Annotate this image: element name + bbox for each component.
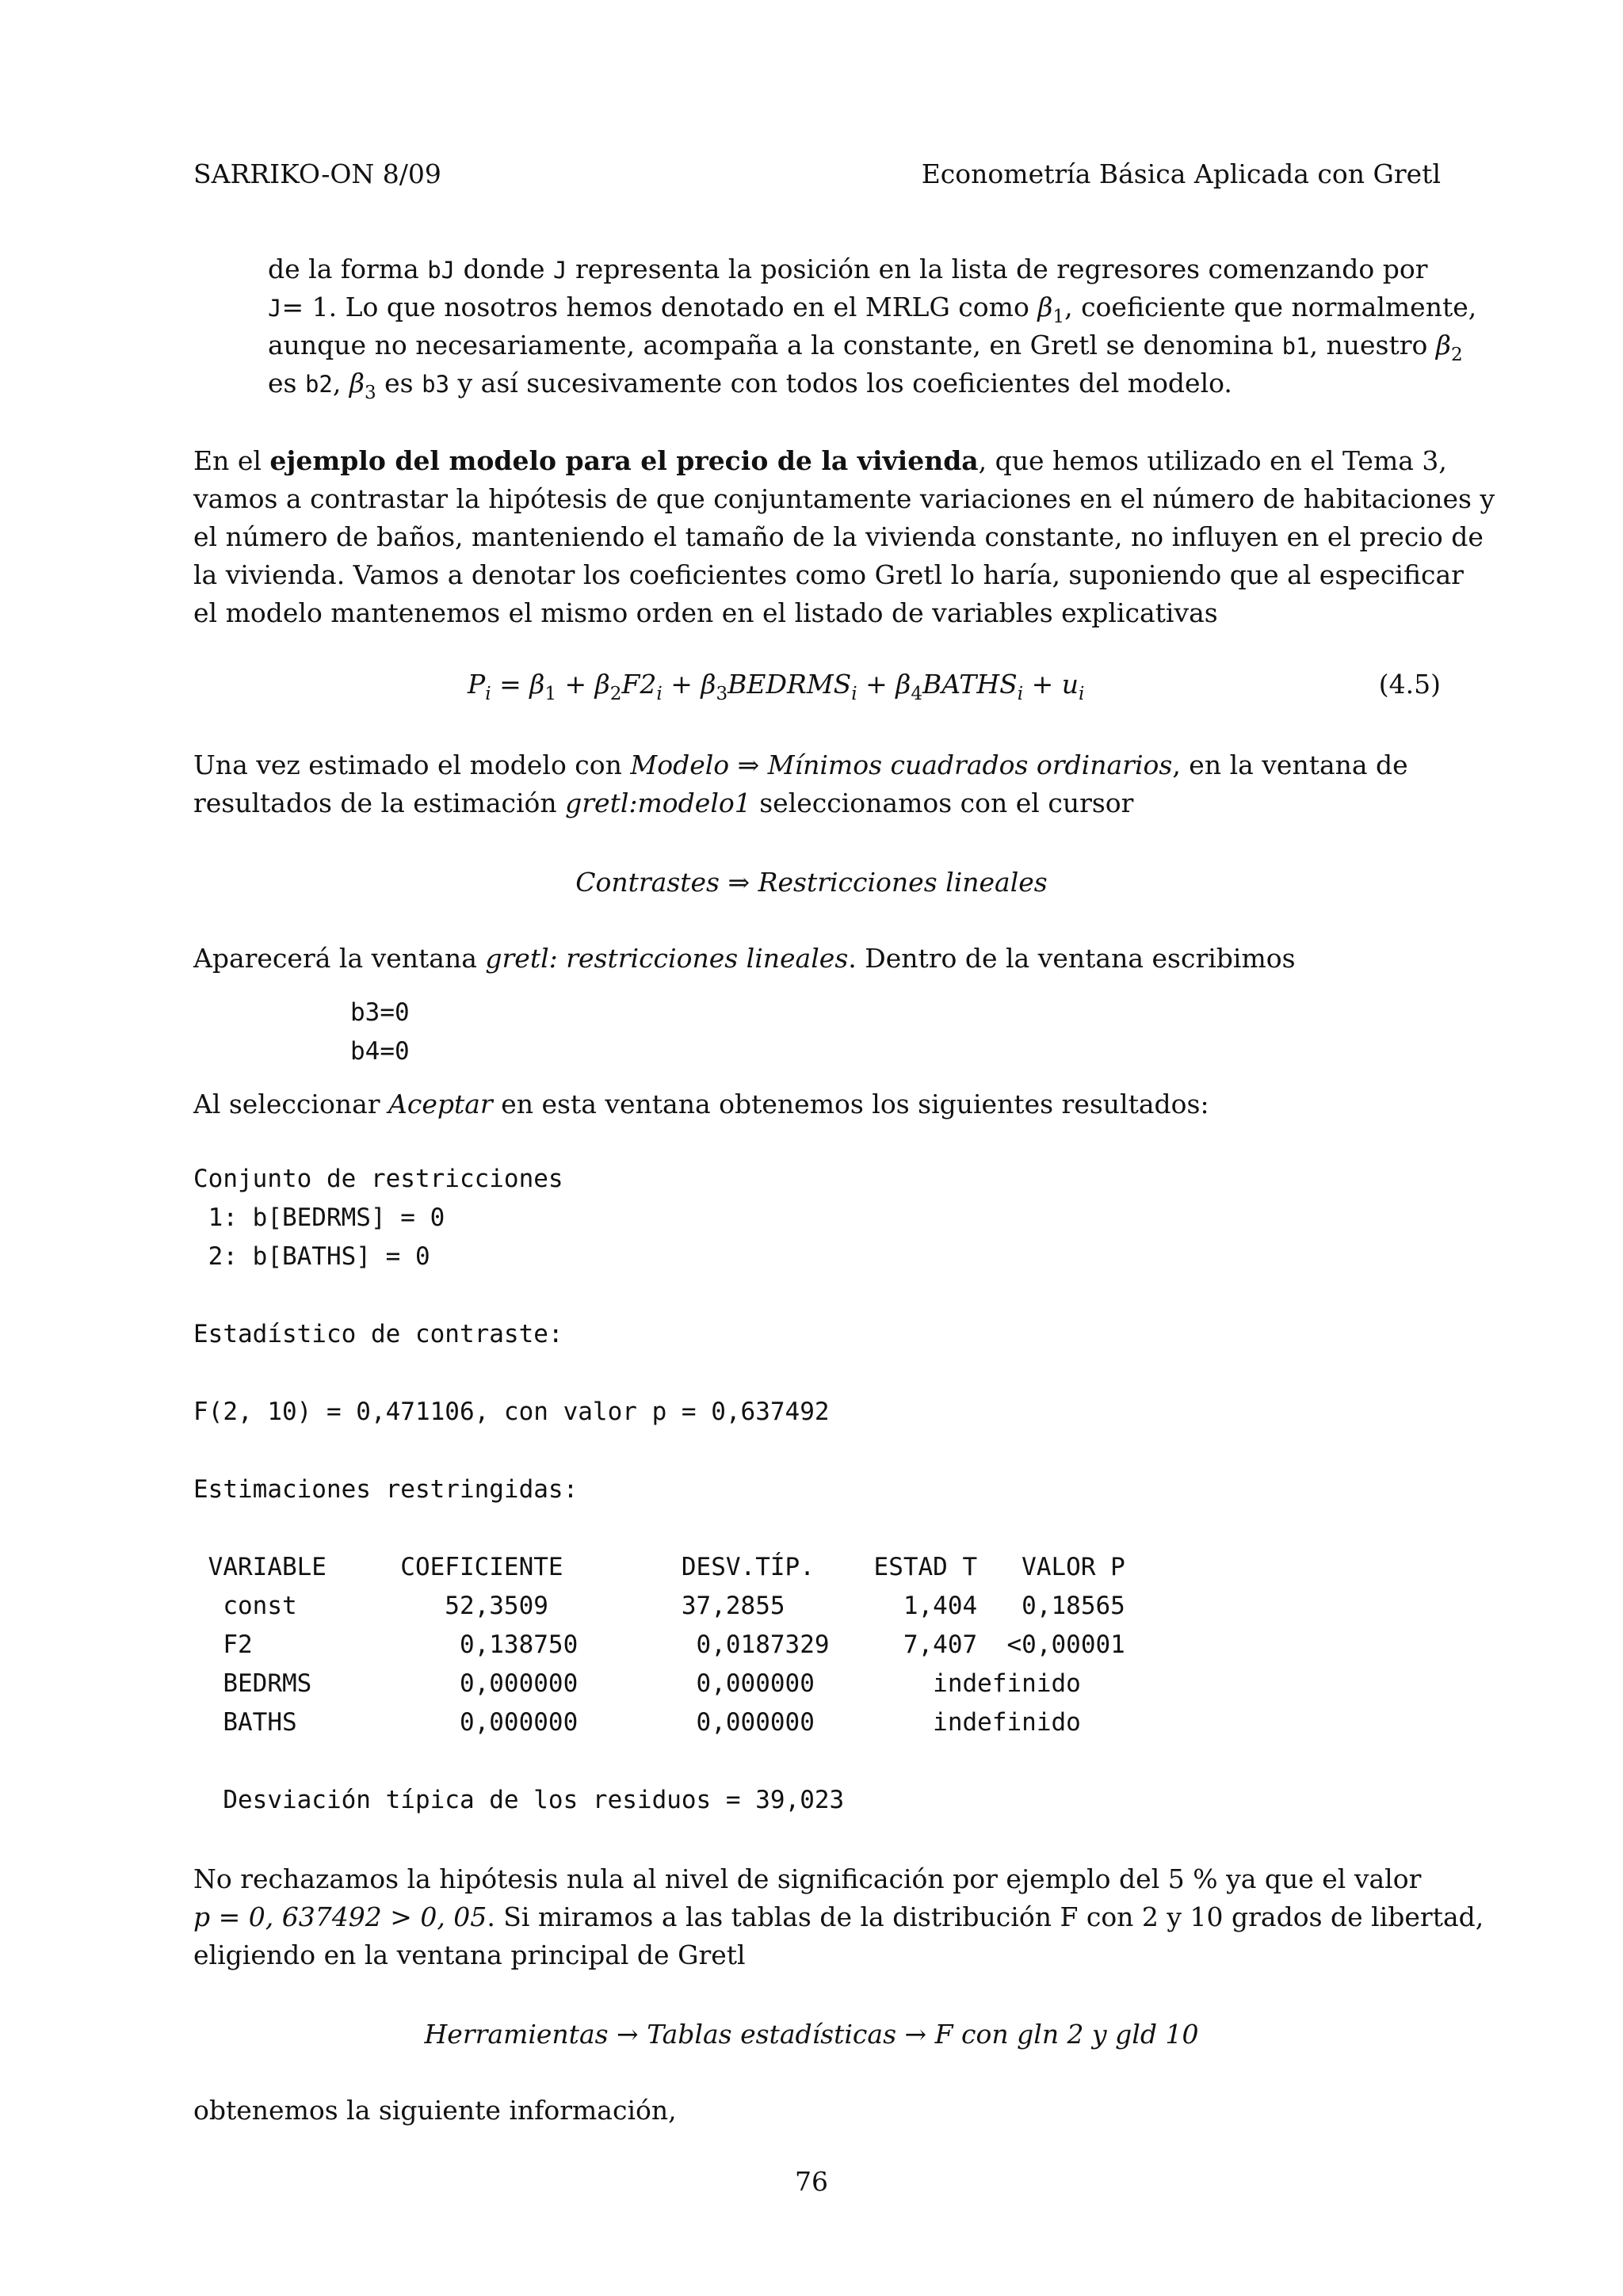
blank-line bbox=[193, 1354, 1125, 1393]
menu-path-tools: Herramientas → Tablas estadísticas → F con gln 2 y gld 10 bbox=[424, 2019, 1199, 2050]
output-f-statistic: F(2, 10) = 0,471106, con valor p = 0,637492 bbox=[193, 1398, 830, 1426]
paragraph-window: Aparecerá la ventana gretl: restricciones lineales. Dentro de la ventana escribimos bbox=[193, 943, 1296, 974]
output-table-row: const 52,3509 37,2855 1,404 0,18565 bbox=[193, 1592, 1125, 1620]
equation-number: (4.5) bbox=[1378, 669, 1441, 700]
output-stat-title: Estadístico de contraste: bbox=[193, 1320, 563, 1348]
blank-line bbox=[193, 1742, 1125, 1781]
blank-line bbox=[193, 1432, 1125, 1470]
menu-path-contrasts: Contrastes ⇒ Restricciones lineales bbox=[575, 867, 1048, 898]
paragraph-accept: Al seleccionar Aceptar en esta ventana obtenemos los siguientes resultados: bbox=[193, 1089, 1209, 1119]
running-header-right: Econometría Básica Aplicada con Gretl bbox=[921, 158, 1441, 189]
restrictions-input bbox=[350, 994, 410, 1071]
output-restriction-2: 2: b[BATHS] = 0 bbox=[193, 1242, 430, 1271]
blank-line bbox=[193, 1276, 1125, 1315]
restriction-line: b3=0 bbox=[350, 998, 410, 1027]
output-table-row: BATHS 0,000000 0,000000 indefinido bbox=[193, 1708, 1081, 1737]
output-table-row: F2 0,138750 0,0187329 7,407 <0,00001 bbox=[193, 1630, 1125, 1659]
output-restriction-1: 1: b[BEDRMS] = 0 bbox=[193, 1203, 445, 1232]
blank-line bbox=[193, 1509, 1125, 1548]
output-table-row: BEDRMS 0,000000 0,000000 indefinido bbox=[193, 1669, 1081, 1698]
gretl-output bbox=[193, 1160, 1125, 1820]
output-estimates-title: Estimaciones restringidas: bbox=[193, 1475, 579, 1504]
running-header-left: SARRIKO-ON 8/09 bbox=[193, 158, 441, 189]
output-set-title: Conjunto de restricciones bbox=[193, 1165, 563, 1193]
paragraph-information: obtenemos la siguiente información, bbox=[193, 2095, 677, 2126]
output-residual-sd: Desviación típica de los residuos = 39,023 bbox=[193, 1786, 845, 1814]
page-number: 76 bbox=[795, 2166, 828, 2197]
equation-4-5: $P_i = \beta_1 + \beta_2F2_i$ + $\beta_3BEDRMS_i$ + $\beta_4BATHS_i + u_i$ bbox=[468, 669, 1085, 705]
output-table-header: VARIABLE COEFICIENTE DESV.TÍP. ESTAD T VALOR P bbox=[193, 1553, 1125, 1581]
restriction-line: b4=0 bbox=[350, 1037, 410, 1066]
